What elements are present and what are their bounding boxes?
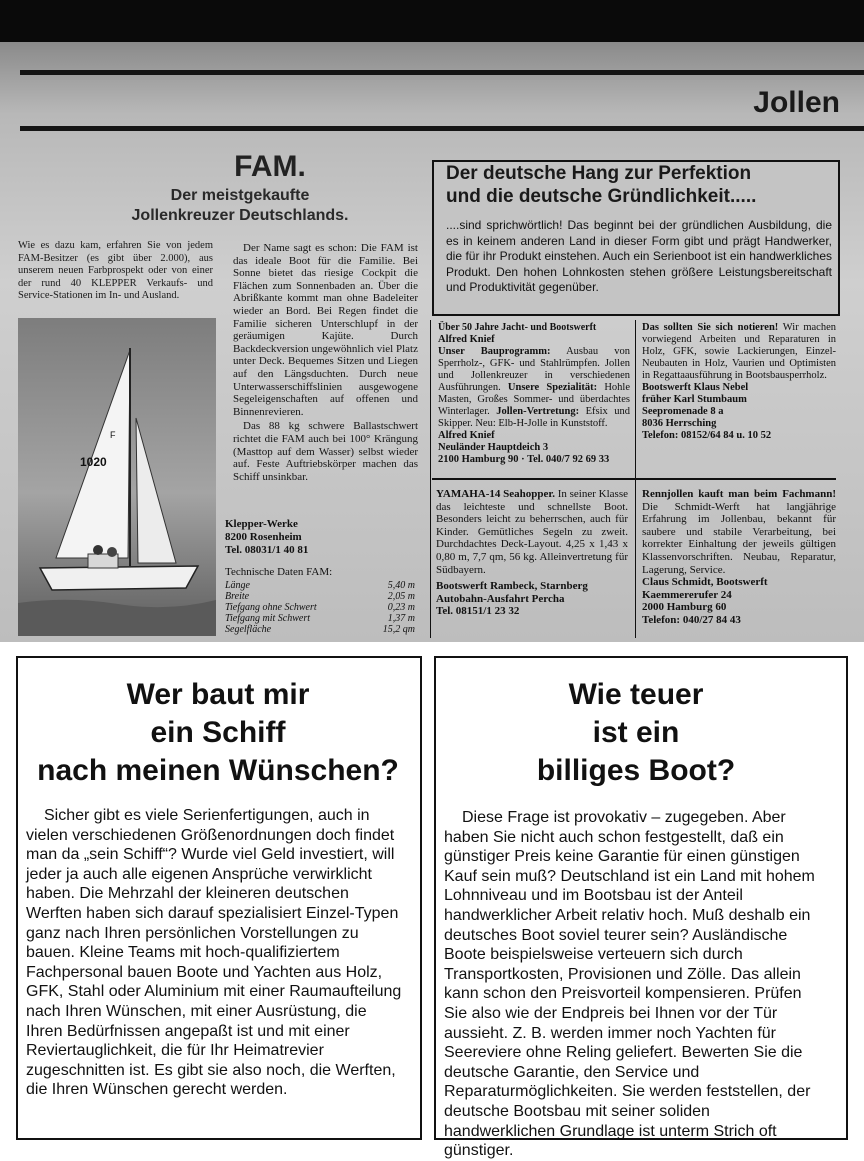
nebel-addr5: Telefon: 08152/64 84 u. 10 52 <box>642 430 772 441</box>
section-title: Jollen <box>753 86 840 119</box>
spec-value: 15,2 qm <box>382 624 415 635</box>
nebel-ad <box>642 322 836 442</box>
knief-special: Hohle Masten, Großes Sommer- und überdachtes Winterlager. <box>438 382 631 417</box>
nebel-text: Wir machen vorwiegend Arbeiten und Reparaturen in Holz, GFK, sowie Lackierungen, Einzel-Neubauten in Holz, Vaurien und Optimisten in Regattaausführung in Bootsbausperrholz. <box>642 322 836 381</box>
spec-value: 0,23 m <box>387 602 415 613</box>
left-headline-line3: nach meinen Wünschen? <box>37 754 399 787</box>
klepper-company: Klepper-Werke <box>225 518 298 530</box>
spec-label: Tiefgang mit Schwert <box>225 613 310 624</box>
yamaha-addr2: Autobahn-Ausfahrt Percha <box>436 592 565 605</box>
yamaha-head: YAMAHA-14 Seahopper. <box>436 488 555 500</box>
klepper-tel: Tel. 08031/1 40 81 <box>225 544 309 556</box>
ad-divider-middle <box>432 478 836 480</box>
spec-title: Technische Daten FAM: <box>225 566 333 578</box>
spec-value: 5,40 m <box>387 580 415 591</box>
top-black-band <box>0 0 864 42</box>
yamaha-addr3: Tel. 08151/1 23 32 <box>436 605 520 618</box>
perfection-text: ....sind sprichwörtlich! Das beginnt bei der gründlichen Ausbildung, die es in keinem anderen Land in dieser Form gibt und prägt Handwerker, die für ihr Produkt einstehen. Auch ein Serienboot ist ein handwerkliches Produkt. Den hohen Lohnkosten stehen größere Leistungsbereitschaft und Produktivität gegenüber. <box>446 218 832 294</box>
sailboat-illustration <box>18 318 216 636</box>
spec-label: Tiefgang ohne Schwert <box>225 602 317 613</box>
nebel-addr3: Seepromenade 8 a <box>642 406 724 417</box>
schmidt-addr4: Telefon: 040/27 84 43 <box>642 613 741 626</box>
schmidt-addr2: Kaemmererufer 24 <box>642 588 732 601</box>
fam-title: FAM. <box>234 150 306 183</box>
klepper-city: 8200 Rosenheim <box>225 531 302 543</box>
top-rule <box>20 70 864 75</box>
fam-intro-text: Wie es dazu kam, erfahren Sie von jedem FAM-Besitzer (es gibt über 2.000), aus unserem neuen Farbprospekt oder von einer der rund 40 KLEPPER Verkaufs- und Service-Stationen im In- und Ausland. <box>18 240 213 301</box>
knief-head2: Alfred Knief <box>438 334 495 345</box>
klepper-address <box>225 518 415 557</box>
right-headline-line3: billiges Boot? <box>536 754 736 787</box>
spec-row <box>225 591 415 602</box>
spec-value: 1,37 m <box>387 613 415 624</box>
schmidt-head: Rennjollen kauft man beim Fachmann! <box>642 488 836 500</box>
right-feature-body: Diese Frage ist provokativ – zugegeben. Aber haben Sie nicht auch schon festgestellt, daß ein günstiger Preis keine Garantie für einen günstigen Kauf sein muß? Deutschland ist ein Land mit hohem Lohnniveau und im Bootsbau ist der Anteil handwerklicher Arbeit relativ hoch. Muß deshalb ein deutsches Boot soviel teurer sein? Ausländische Boote beispielsweise verteuern sich durch Transportkosten, Provisionen und Zölle. Das allein kann schon den Preisvorteil kompensieren. Prüfen Sie also wie der Endpreis bei Ihnen vor der Tür aussieht. Z. B. werden immer noch Yachten für Seereviere ohne Reling geliefert. Bewerten Sie die deutsche Garantie, den Service und Reparaturmöglichkeiten. Sie werden feststellen, der deutsche Bootsbau mit seiner soliden handwerklichen Grundlage ist unterm Strich oft günstiger. <box>444 809 815 1160</box>
spec-label: Breite <box>225 591 250 602</box>
fam-subtitle-line1: Der meistgekaufte <box>170 187 310 204</box>
left-headline-line2: ein Schiff <box>150 716 286 749</box>
schmidt-addr3: 2000 Hamburg 60 <box>642 601 727 614</box>
ad-divider-left <box>430 320 431 638</box>
perfection-title <box>446 162 836 208</box>
nebel-head: Das sollten Sie sich notieren! <box>642 322 779 333</box>
knief-addr3: 2100 Hamburg 90 · Tel. 040/7 92 69 33 <box>438 454 610 465</box>
spec-row <box>225 602 415 613</box>
knief-rep: Efsix und Skipper. Neu: Elb-H-Jolle in Kunststoff. <box>438 406 631 429</box>
nebel-addr2: früher Karl Stumbaum <box>642 394 747 405</box>
section-rule <box>20 126 864 131</box>
yamaha-addr1: Bootswerft Rambeck, Starnberg <box>436 580 588 593</box>
fam-subtitle <box>80 186 400 226</box>
spec-row <box>225 613 415 624</box>
knief-addr1: Alfred Knief <box>438 430 495 441</box>
spec-row <box>225 580 415 591</box>
right-feature-headline <box>436 676 836 790</box>
schmidt-addr1: Claus Schmidt, Bootswerft <box>642 576 768 589</box>
knief-ad <box>438 322 630 466</box>
knief-program: Ausbau von Sperrholz-, GFK- und Stahlrümpfen. Jollen und Jollenkreuzer in verschiedenen Ausführungen. <box>438 346 630 393</box>
nebel-addr4: 8036 Herrsching <box>642 418 717 429</box>
fam-description <box>233 242 418 485</box>
yamaha-text: In seiner Klasse das leichteste und schnellste Boot. Besonders leicht zu beherrschen, auch für Kinder. Gemütliches Segeln zu zweit. Durchdachtes Deck-Layout. 4,25 x 1,43 x 0,80 m, 7,7 qm, 56 kg. Alleinvertretung für Südbayern. <box>436 488 628 576</box>
left-feature-body: Sicher gibt es viele Serienfertigungen, auch in vielen verschiedenen Größenordnungen doch findet man da „sein Schiff“? Wurde viel Geld investiert, will jeder ja auch alle eigenen Ansprüche verwirklicht haben. Die Mehrzahl der kleineren deutschen Werften haben sich darauf spezialisiert Einzel-Typen ganz nach Ihren persönlichen Vorstellungen zu bauen. Kleine Teams mit hoch-qualifiziertem Fachpersonal bauen Boote und Yachten aus Holz, GFK, Stahl oder Aluminium mit einer Raumaufteilung nach Ihren Wünschen, mit einer Ausrüstung, die Ihren Bedürfnissen angepaßt ist und mit einer Reviertauglichkeit, die für Ihr Heimatrevier zugeschnitten ist. Es gibt sie also noch, die Werften, die Ihren Wünschen gerecht werden. <box>26 807 402 1099</box>
left-feature-headline <box>18 676 418 790</box>
svg-text:F: F <box>110 430 116 440</box>
nebel-addr1: Bootswerft Klaus Nebel <box>642 382 749 393</box>
perfection-title-line1: Der deutsche Hang zur Perfektion <box>446 163 752 184</box>
fam-description-p1: Der Name sagt es schon: Die FAM ist das ideale Boot für die Familie. Bei Sonne bietet das riesige Cockpit die Flächen zum Sonnenbaden an. Über die Abrißkante kommt man ohne Badeleiter wieder an Bord. Bei Regen findet die Familie sicheren Unterschlupf in der geräumigen Kajüte. Durch Backdeckversion ungewöhnlich viel Platz unter Deck. Bequemes Sitzen und Liegen auf den Längsduchten. Durch neue Unterwasserschiffslinien ausgewogene Segeleigenschaften auf offenen und Binnenrevieren. <box>233 242 418 418</box>
right-headline-line1: Wie teuer <box>568 678 704 711</box>
left-headline-line1: Wer baut mir <box>126 678 310 711</box>
knief-rep-label: Jollen-Vertretung: <box>496 406 580 417</box>
spec-label: Segelfläche <box>225 624 272 635</box>
knief-program-label: Unser Bauprogramm: <box>438 346 551 357</box>
schmidt-text: Die Schmidt-Werft hat langjährige Erfahrung im Jollenbau, bekannt für saubere und stabile Verarbeitung, bei korrekter Einhaltung der jeweils gültigen Klassenvorschriften. Neubau, Reparatur, Lagerung, Service. <box>642 500 836 576</box>
schmidt-ad <box>642 488 836 627</box>
knief-head1: Über 50 Jahre Jacht- und Bootswerft <box>438 322 597 333</box>
right-headline-line2: ist ein <box>592 716 680 749</box>
knief-addr2: Neuländer Hauptdeich 3 <box>438 442 549 453</box>
sail-number: 1020 <box>80 455 107 469</box>
knief-special-label: Unsere Spezialität: <box>507 382 598 393</box>
spec-label: Länge <box>225 580 250 591</box>
spec-row <box>225 624 415 635</box>
spec-value: 2,05 m <box>387 591 415 602</box>
sailboat-photo <box>18 318 216 636</box>
perfection-title-line2: und die deutsche Gründlichkeit..... <box>446 186 757 207</box>
yamaha-ad <box>436 488 628 618</box>
fam-description-p2: Das 88 kg schwere Ballastschwert richtet die FAM auch bei 100° Krängung (Masttop auf dem Wasser) selbst wieder auf. Feste Auftriebskörper machen das Schiff unsinkbar. <box>233 420 418 483</box>
fam-subtitle-line2: Jollenkreuzer Deutschlands. <box>131 207 349 224</box>
